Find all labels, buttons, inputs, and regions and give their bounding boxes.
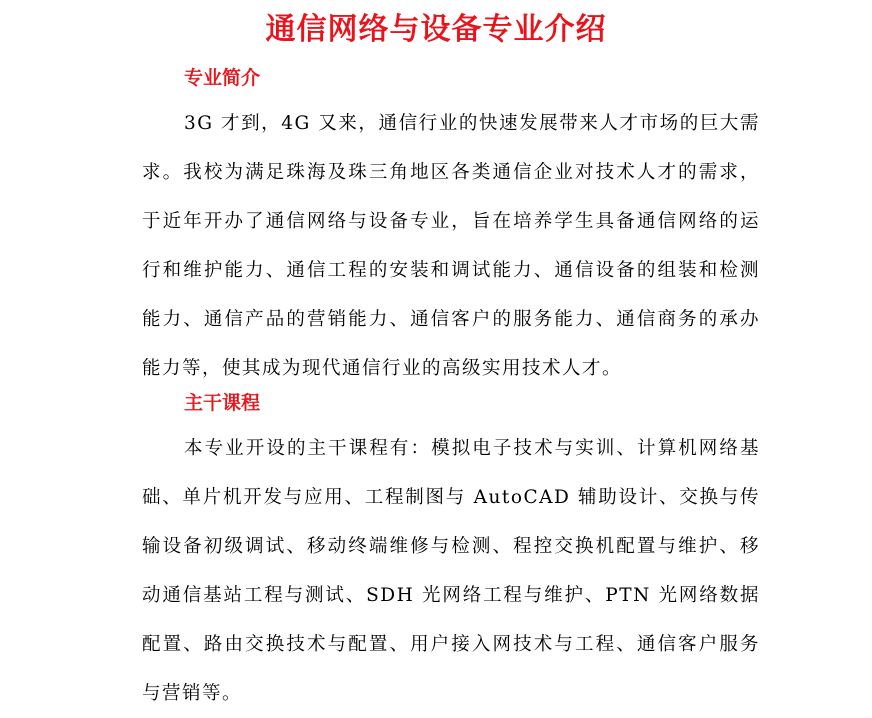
paragraph-intro: 3G 才到，4G 又来，通信行业的快速发展带来人才市场的巨大需求。我校为满足珠海及珠三角地区各类通信企业对技术人才的需求，于近年开办了通信网络与设备专业，旨在培养学生具备通信网络的运行和维护能力、通信工程的安装和调试能力、通信设备的组装和检测能力、通信产品的营销能力、通信客户的服务能力、通信商务的承办能力等，使其成为现代通信行业的高级实用技术人才。 — [142, 113, 760, 379]
page-title: 通信网络与设备专业介绍 — [265, 12, 607, 47]
section-heading-intro: 专业简介 — [184, 67, 261, 89]
paragraph-courses: 本专业开设的主干课程有：模拟电子技术与实训、计算机网络基础、单片机开发与应用、工程制图与 AutoCAD 辅助设计、交换与传输设备初级调试、移动终端维修与检测、程控交换机配置与维护、移动通信基站工程与测试、SDH 光网络工程与维护、PTN 光网络数据配置、路由交换技术与配置、用户接入网技术与工程、通信客户服务与营销等。 — [142, 438, 760, 704]
section-heading-courses: 主干课程 — [184, 392, 261, 414]
